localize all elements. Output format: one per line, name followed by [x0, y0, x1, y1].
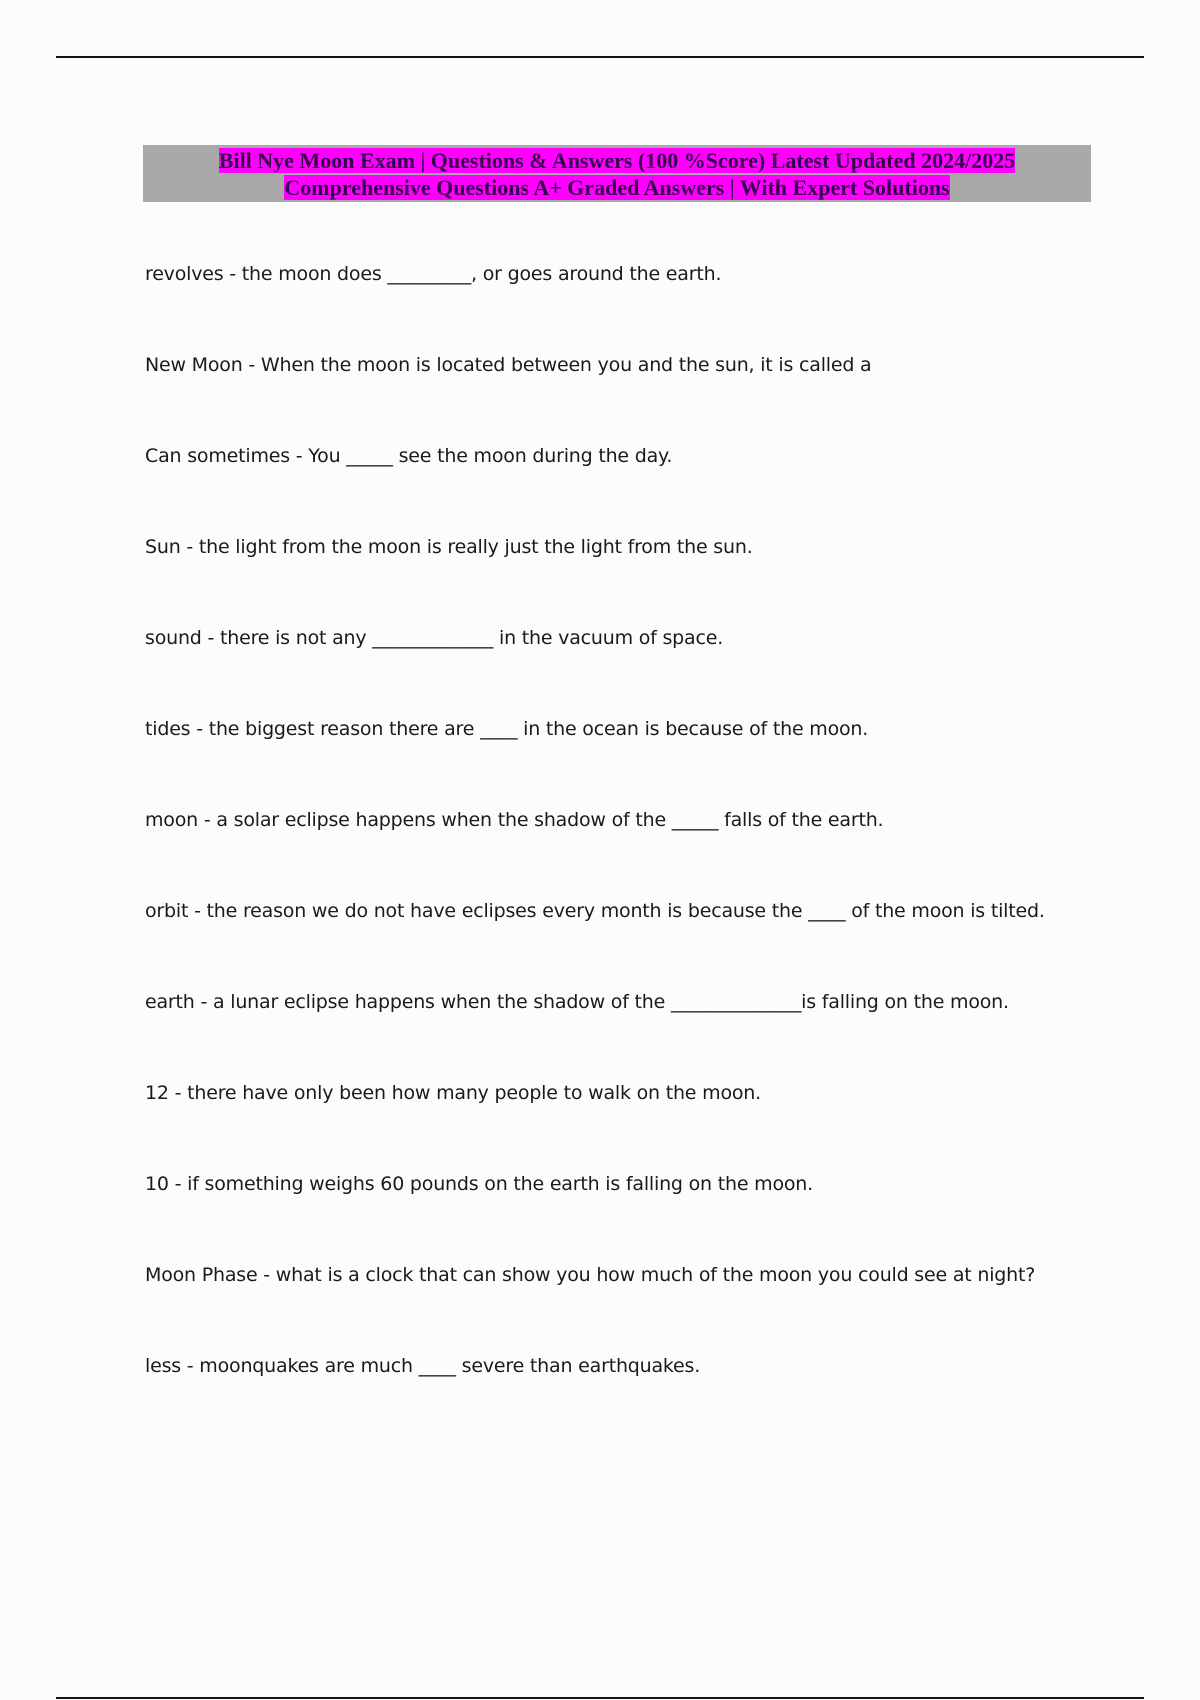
qa-item: revolves - the moon does _________, or goes around the earth. [145, 263, 722, 285]
title-line-1: Bill Nye Moon Exam | Questions & Answers (100 %Score) Latest Updated 2024/2025 [218, 148, 1016, 173]
title-banner [143, 145, 1091, 202]
title-line-2: Comprehensive Questions A+ Graded Answers | With Expert Solutions [284, 175, 950, 200]
qa-item: moon - a solar eclipse happens when the shadow of the _____ falls of the earth. [145, 809, 884, 831]
qa-item: Sun - the light from the moon is really just the light from the sun. [145, 536, 753, 558]
qa-item: less - moonquakes are much ____ severe than earthquakes. [145, 1355, 701, 1377]
qa-item: 10 - if something weighs 60 pounds on the earth is falling on the moon. [145, 1173, 813, 1195]
qa-item: tides - the biggest reason there are ____ in the ocean is because of the moon. [145, 718, 869, 740]
qa-item: earth - a lunar eclipse happens when the shadow of the ______________is falling on the moon. [145, 991, 1009, 1013]
qa-item: sound - there is not any _____________ in the vacuum of space. [145, 627, 724, 649]
footer-rule [56, 1697, 1144, 1699]
qa-item: New Moon - When the moon is located between you and the sun, it is called a [145, 354, 872, 376]
qa-item: orbit - the reason we do not have eclipses every month is because the ____ of the moon is tilted. [145, 900, 1045, 922]
qa-item: 12 - there have only been how many people to walk on the moon. [145, 1082, 761, 1104]
qa-item: Can sometimes - You _____ see the moon during the day. [145, 445, 673, 467]
qa-item: Moon Phase - what is a clock that can show you how much of the moon you could see at night? [145, 1264, 1036, 1286]
header-rule [56, 56, 1144, 58]
question-answer-list [145, 262, 1125, 1445]
